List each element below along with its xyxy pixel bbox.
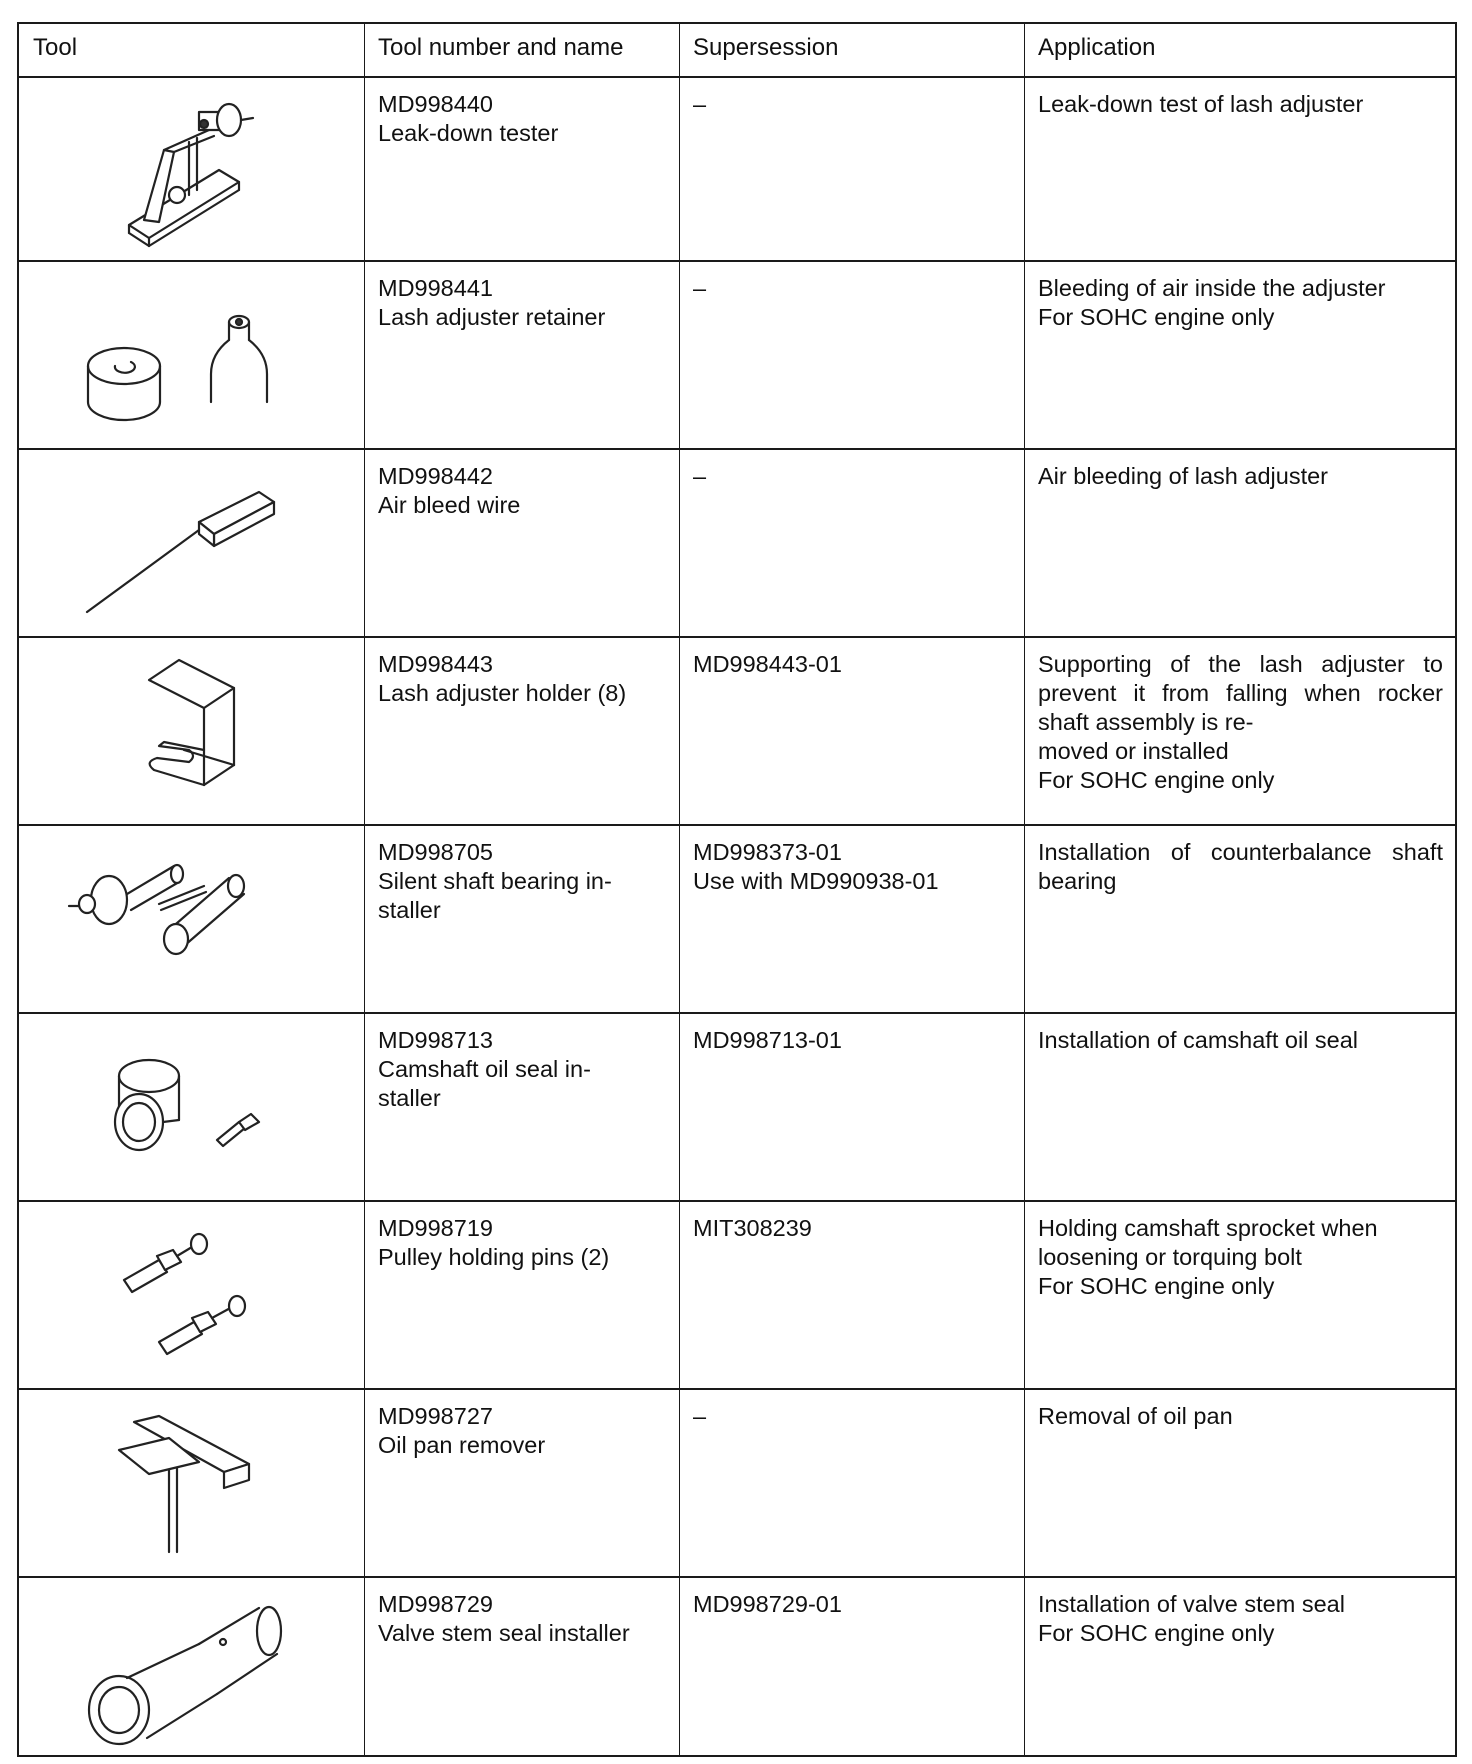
tool-number-name-cell [364, 1578, 679, 1755]
valve-stem-seal-installer-icon [39, 1590, 344, 1750]
header-tool: Tool [33, 34, 78, 61]
application-cell [1024, 638, 1455, 824]
table-header [19, 24, 1455, 78]
table-row [19, 1578, 1455, 1755]
tool-number-name-cell [364, 450, 679, 636]
header-application: Application [1038, 34, 1156, 61]
tool-name: Oil pan remover [378, 1432, 546, 1458]
application-text: Holding camshaft sprocket when loosening or torquing bolt [1038, 1215, 1385, 1270]
application-text: For SOHC engine only [1038, 1273, 1275, 1299]
tool-name: Camshaft oil seal in- staller [378, 1056, 591, 1111]
application-text: For SOHC engine only [1038, 304, 1275, 330]
supersession-cell [679, 78, 1024, 260]
tool-illustration-cell [19, 262, 364, 448]
tool-number: MD998440 [378, 91, 493, 117]
application-text: For SOHC engine only [1038, 767, 1275, 793]
tool-number: MD998443 [378, 651, 493, 677]
oil-pan-remover-icon [39, 1402, 344, 1562]
application-cell [1024, 1578, 1455, 1755]
tool-name: Leak-down tester [378, 120, 559, 146]
tool-name: Valve stem seal installer [378, 1620, 630, 1646]
table-row [19, 78, 1455, 262]
application-cell [1024, 78, 1455, 260]
tool-number-name-cell [364, 1390, 679, 1576]
supersession-text: – [693, 463, 707, 489]
tool-name: Silent shaft bearing in- staller [378, 868, 612, 923]
application-text: moved or installed [1038, 738, 1229, 764]
tool-number: MD998441 [378, 275, 493, 301]
supersession-text: MD998729-01 [693, 1591, 842, 1617]
tool-number-name-cell [364, 78, 679, 260]
tool-name: Air bleed wire [378, 492, 521, 518]
header-supersession: Supersession [693, 34, 839, 61]
tool-illustration-cell [19, 826, 364, 1012]
tool-number-name-cell [364, 826, 679, 1012]
supersession-cell [679, 638, 1024, 824]
tool-number: MD998729 [378, 1591, 493, 1617]
special-tools-table [17, 22, 1457, 1757]
tool-number-name-cell [364, 1014, 679, 1200]
tool-name: Pulley holding pins (2) [378, 1244, 610, 1270]
tool-number-name-cell [364, 1202, 679, 1388]
tool-illustration-cell [19, 1578, 364, 1755]
tool-illustration-cell [19, 1202, 364, 1388]
application-text: For SOHC engine only [1038, 1620, 1275, 1646]
supersession-cell [679, 1578, 1024, 1755]
application-cell [1024, 450, 1455, 636]
supersession-text: Use with MD990938-01 [693, 868, 939, 894]
supersession-cell [679, 1202, 1024, 1388]
tool-illustration-cell [19, 1390, 364, 1576]
tool-illustration-cell [19, 1014, 364, 1200]
bearing-installer-icon [39, 838, 344, 998]
application-cell [1024, 1390, 1455, 1576]
tool-number: MD998705 [378, 839, 493, 865]
tool-illustration-cell [19, 638, 364, 824]
supersession-cell [679, 1014, 1024, 1200]
supersession-text: – [693, 275, 707, 301]
lash-adjuster-retainer-icon [39, 274, 344, 434]
tool-number: MD998442 [378, 463, 493, 489]
tool-number: MD998713 [378, 1027, 493, 1053]
tool-number-name-cell [364, 262, 679, 448]
supersession-text: MD998373-01 [693, 839, 842, 865]
table-row [19, 262, 1455, 450]
application-text: Removal of oil pan [1038, 1403, 1233, 1429]
supersession-cell [679, 262, 1024, 448]
supersession-cell [679, 1390, 1024, 1576]
table-row [19, 1014, 1455, 1202]
tool-name: Lash adjuster retainer [378, 304, 606, 330]
supersession-text: – [693, 91, 707, 117]
application-text: Air bleeding of lash adjuster [1038, 463, 1329, 489]
supersession-text: MD998443-01 [693, 651, 842, 677]
application-text: Bleeding of air inside the adjuster [1038, 275, 1386, 301]
application-cell [1024, 1202, 1455, 1388]
tool-name: Lash adjuster holder (8) [378, 680, 627, 706]
pulley-holding-pins-icon [39, 1214, 344, 1374]
lash-adjuster-holder-icon [39, 650, 344, 810]
application-text: Installation of counterbalance shaft bearing [1038, 839, 1450, 894]
air-bleed-wire-icon [39, 462, 344, 622]
supersession-cell [679, 450, 1024, 636]
application-text: Supporting of the lash adjuster to prevent it from falling when rocker shaft assembly is re- [1038, 651, 1450, 735]
leak-down-tester-icon [39, 90, 344, 250]
application-text: Leak-down test of lash adjuster [1038, 91, 1364, 117]
table-row [19, 638, 1455, 826]
application-cell [1024, 262, 1455, 448]
application-text: Installation of camshaft oil seal [1038, 1027, 1359, 1053]
application-cell [1024, 826, 1455, 1012]
tool-number-name-cell [364, 638, 679, 824]
tool-number: MD998719 [378, 1215, 493, 1241]
tool-illustration-cell [19, 78, 364, 260]
oil-seal-installer-icon [39, 1026, 344, 1186]
tool-number: MD998727 [378, 1403, 493, 1429]
supersession-text: MD998713-01 [693, 1027, 842, 1053]
table-row [19, 450, 1455, 638]
supersession-text: MIT308239 [693, 1215, 812, 1241]
tool-illustration-cell [19, 450, 364, 636]
table-row [19, 1202, 1455, 1390]
table-row [19, 826, 1455, 1014]
table-row [19, 1390, 1455, 1578]
supersession-cell [679, 826, 1024, 1012]
application-text: Installation of valve stem seal [1038, 1591, 1345, 1617]
application-cell [1024, 1014, 1455, 1200]
header-tool-number-name: Tool number and name [378, 34, 624, 61]
supersession-text: – [693, 1403, 707, 1429]
